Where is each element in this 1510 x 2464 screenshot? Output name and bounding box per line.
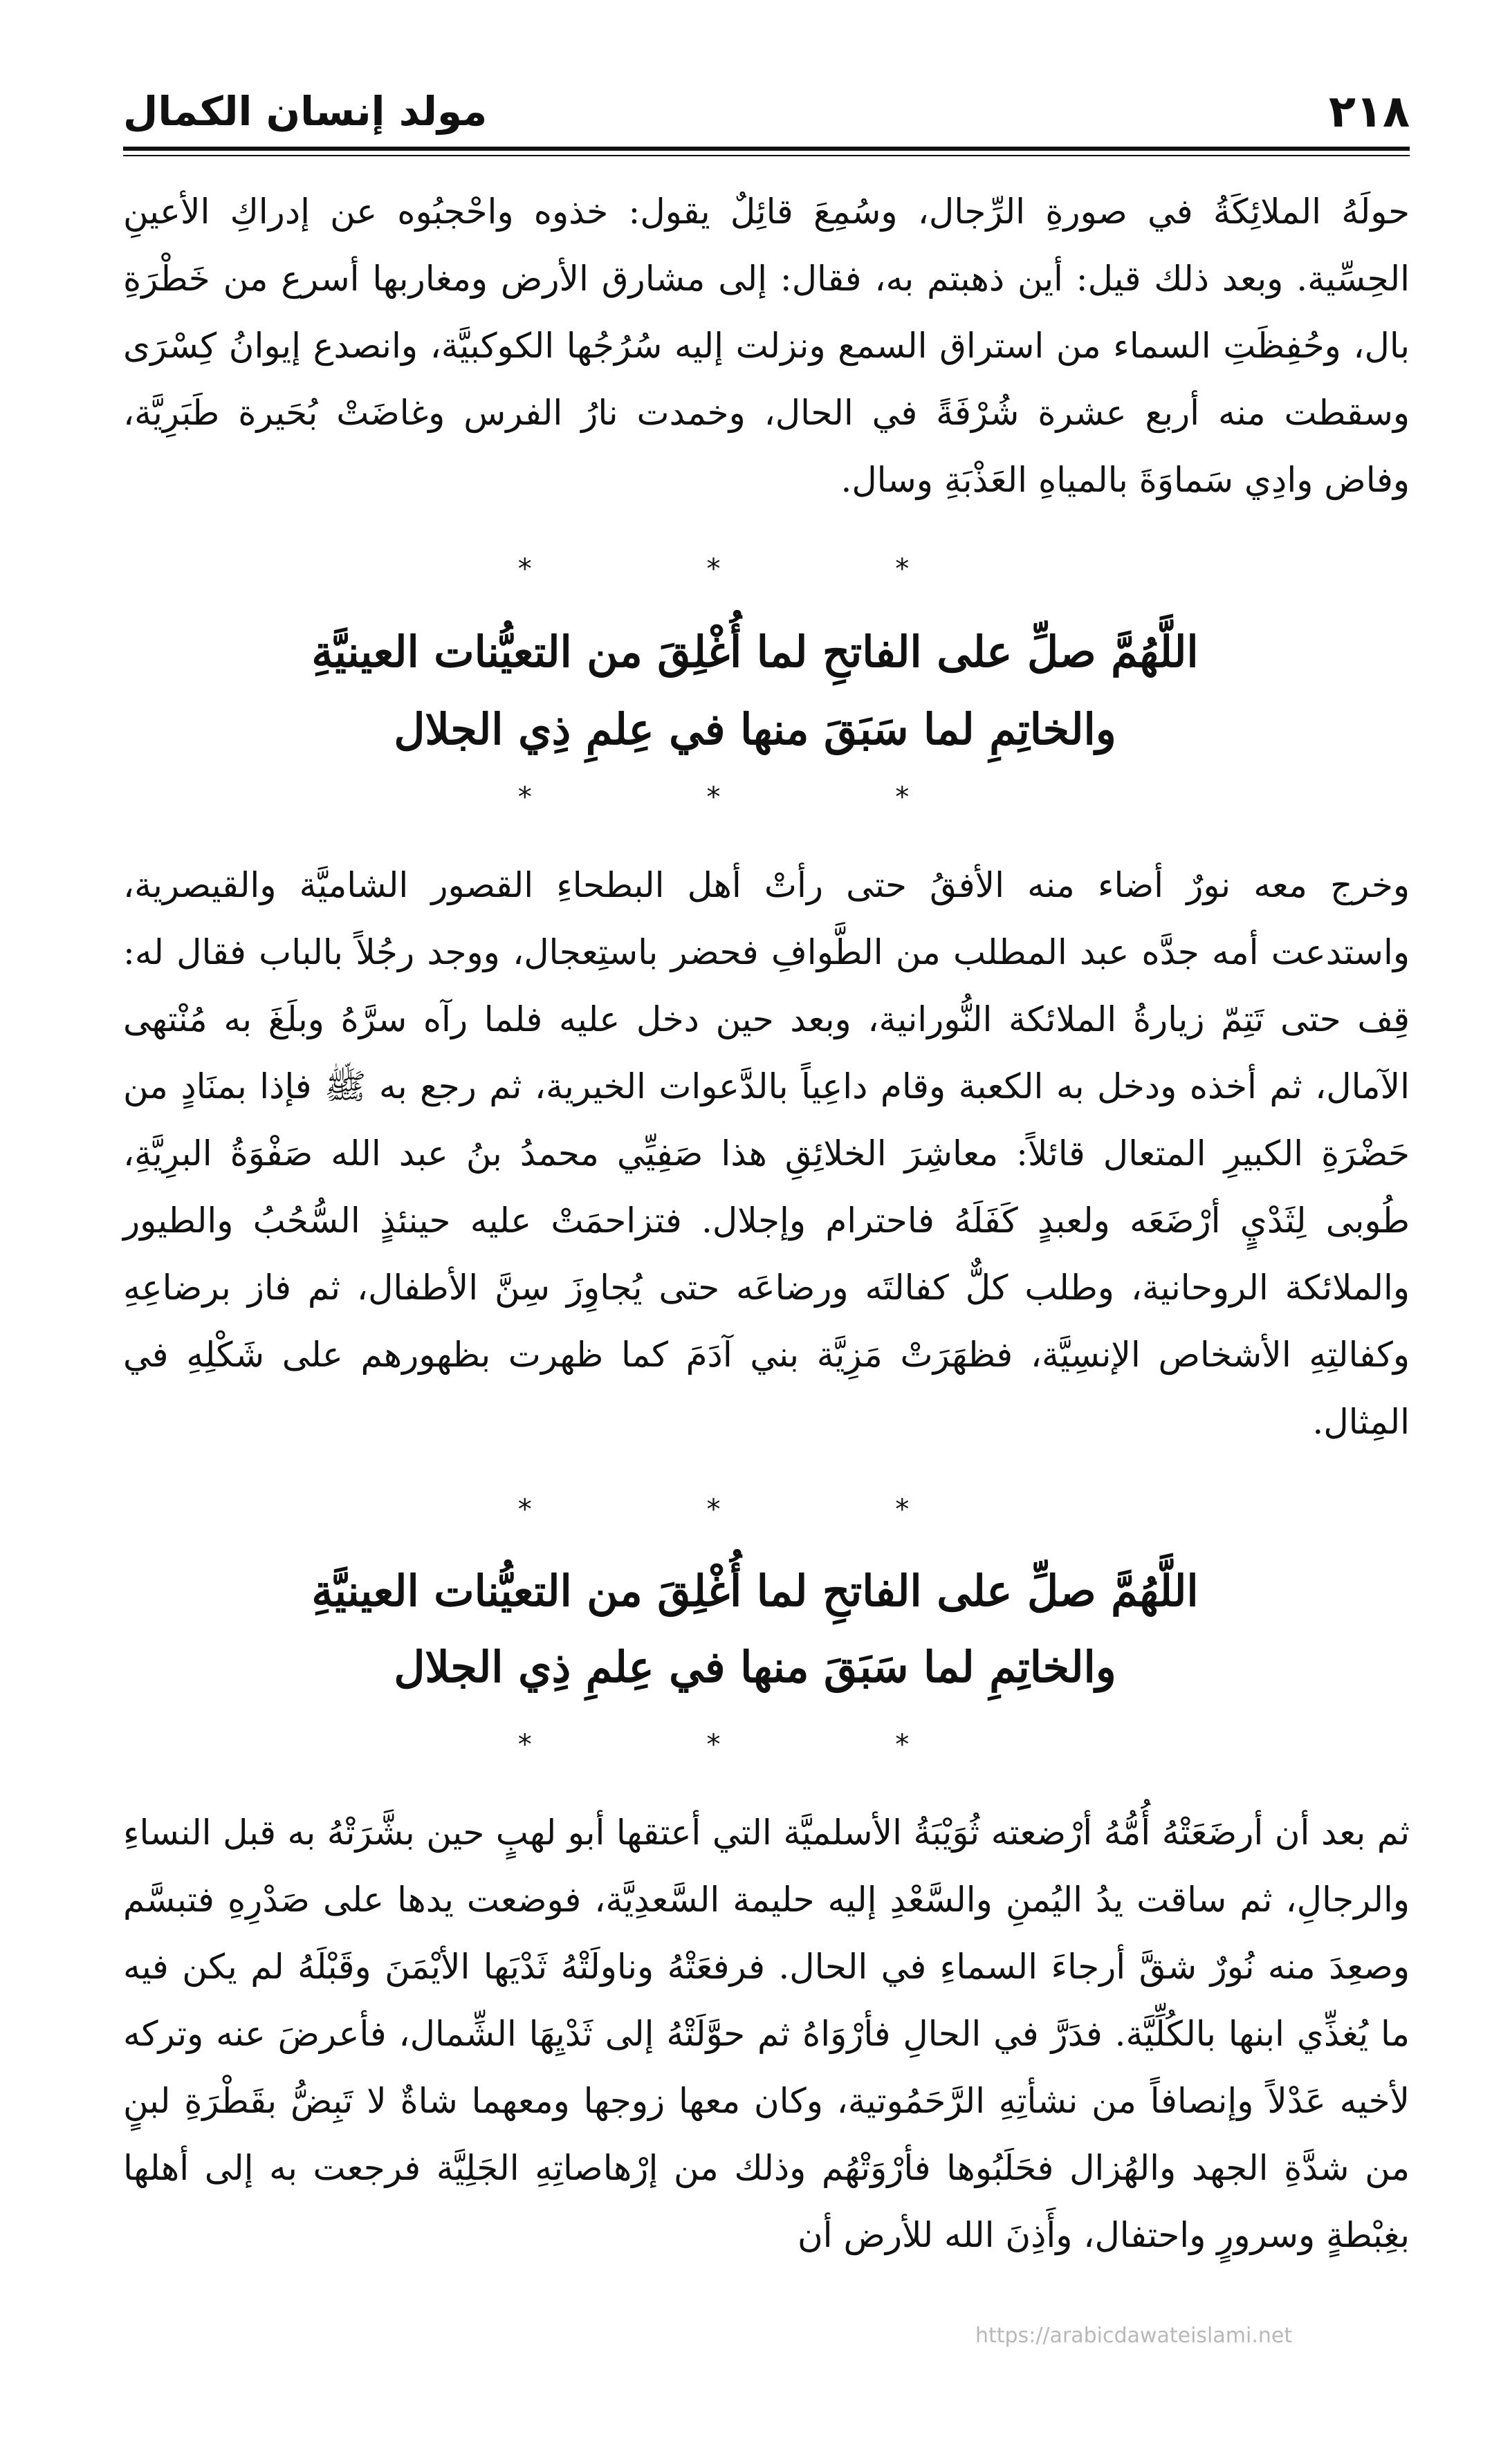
salutation-line-2: والخاتِمِ لما سَبَقَ منها في عِلمِ ذِي الجلال bbox=[394, 704, 1116, 754]
salutation-line-1: اللَّهُمَّ صلِّ على الفاتحِ لما أُغْلِقَ من التعيُّنات العينيَّةِ bbox=[311, 627, 1199, 677]
paragraph-2: وخرج معه نورٌ أضاء منه الأفقُ حتى رأتْ أهل البطحاءِ القصور الشاميَّة والقيصرية، واستدعت أمه جدَّه عبد المطلب من الطَّوافِ فحضر باستِعجال، ووجد رجُلاً بالباب فقال له: قِف حتى تَتِمّ زيارةُ الملائكة النُّورانية، وبعد حين دخل عليه فلما رآه سرَّهُ وبلَغَ به مُنْتهى الآمال، ثم أخذه ودخل به الكعبة وقام داعِياً بالدَّعوات الخيرية، ثم رجع به ﷺ فإذا بمنَادٍ من حَضْرَةِ الكبيرِ المتعال قائلاً: معاشِرَ الخلائِقِ هذا صَفِيِّي محمدُ بنُ عبد الله صَفْوَةُ البرِيَّةِ، طُوبى لِثَدْيٍ أرْضَعَه ولعبدٍ كَفَلَهُ فاحترام وإجلال. فتزاحمَتْ عليه حينئذٍ السُّحُبُ والطيور والملائكة الروحانية، وطلب كلٌّ كفالتَه ورضاعَه حتى يُجاوِزَ سِنَّ الأطفال، ثم فاز برضاعِهِ وكفالتِهِ الأشخاص الإنسِيَّة، فظهَرَتْ مَزِيَّة بني آدَمَ كما ظهرت بظهورهم على شَكْلِهِ في المِثال. bbox=[123, 865, 1410, 1442]
star-separator: * * * bbox=[517, 553, 993, 585]
star-separator: * * * bbox=[517, 1729, 993, 1761]
salutation-line-2: والخاتِمِ لما سَبَقَ منها في عِلمِ ذِي الجلال bbox=[394, 1642, 1116, 1692]
header-rule-thin bbox=[123, 155, 1410, 156]
paragraph-3: ثم بعد أن أرضَعَتْهُ أُمُّهُ أرْضعته ثُوَيْبَةُ الأسلميَّة التي أعتقها أبو لهبٍ حين بشَّرَتْهُ به قبل النساءِ والرجالِ، ثم ساقت يدُ اليُمنِ والسَّعْدِ إليه حليمة السَّعدِيَّة، فوضعت يدها على صَدْرِهِ فتبسَّم وصعِدَ منه نُورٌ شقَّ أرجاءَ السماءِ في الحال. فرفعَتْهُ وناولَتْهُ ثَدْيَها الأيْمَنَ وقَبْلَهُ لم يكن فيه ما يُغذِّي ابنها بالكُلِّيَّة. فدَرَّ في الحالِ فأرْوَاهُ ثم حوَّلَتْهُ إلى ثَدْيِهَا الشِّمال، فأعرضَ عنه وتركه لأخيه عَدْلاً وإنصافاً من نشأتِهِ الرَّحَمُوتية، وكان معها زوجها ومعهما شاةٌ لا تَبِضُّ بقَطْرَةِ لبنٍ من شدَّةِ الجهد والهُزال فحَلَبُوها فأرْوَتْهُم وذلك من إرْهاصاتِهِ الجَلِيَّة فرجعت به إلى أهلها بغِبْطةٍ وسرورٍ واحتفال، وأَذِنَ الله للأرض أن bbox=[123, 1813, 1410, 2255]
star-separator: * * * bbox=[517, 781, 993, 813]
running-title: مولد إنسان الكمال bbox=[123, 88, 488, 135]
page-header bbox=[123, 66, 1410, 142]
star-separator: * * * bbox=[517, 1494, 993, 1526]
salutation-line-1: اللَّهُمَّ صلِّ على الفاتحِ لما أُغْلِقَ من التعيُّنات العينيَّةِ bbox=[311, 1566, 1199, 1616]
header-rule-thick bbox=[123, 147, 1410, 151]
watermark-url: https://arabicdawateislami.net bbox=[975, 2324, 1293, 2348]
page-number: ٢١٨ bbox=[1328, 86, 1410, 138]
paragraph-1: حولَهُ الملائِكَةُ في صورةِ الرِّجال، وسُمِعَ قائِلٌ يقول: خذوه واحْجبُوه عن إدراكِ الأعينِ الحِسِّية. وبعد ذلك قيل: أين ذهبتم به، فقال: إلى مشارق الأرض ومغاربها أسرع من خَطْرَةِ بال، وحُفِظَتِ السماء من استراق السمع ونزلت إليه سُرُجُها الكوكبيَّة، وانصدع إيوانُ كِسْرَى وسقطت منه أربع عشرة شُرْفَةً في الحال، وخمدت نارُ الفرس وغاضَتْ بُحَيرة طَبَرِيَّة، وفاض وادِي سَماوَةَ بالمياهِ العَذْبَةِ وسال. bbox=[123, 192, 1410, 500]
